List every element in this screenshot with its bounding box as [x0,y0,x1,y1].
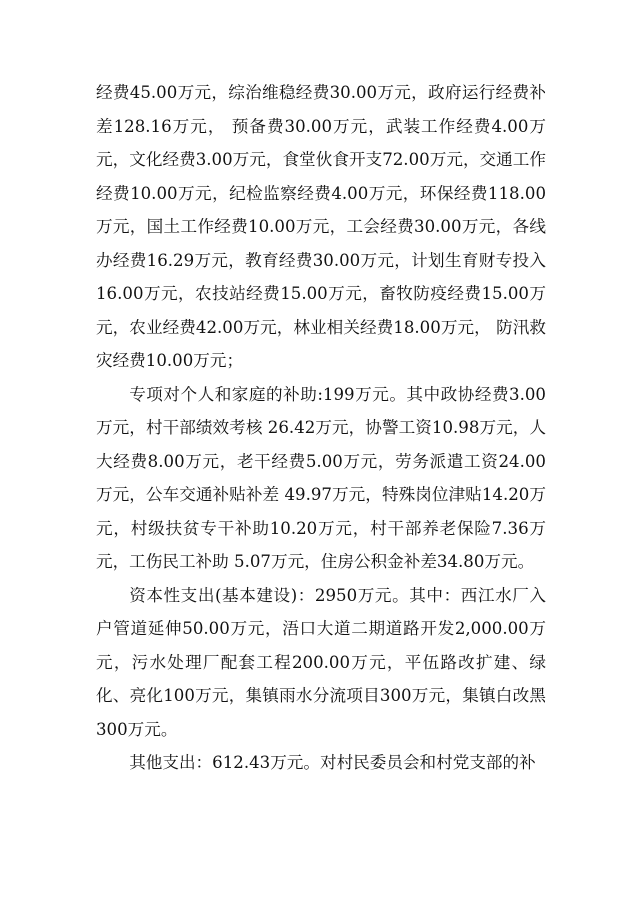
paragraph-public-expenses-continued: 经费45.00万元，综治维稳经费30.00万元，政府运行经费补差128.16万元， 预备费30.00万元，武装工作经费4.00万元，文化经费3.00万元，食堂伙食开支72.00万元，交通工作经费10.00万元，纪检监察经费4.00万元，环保经费118.00万元，国土工作经费10.00万元，工会经费30.00万元，各线办经费16.29万元，教育经费30.00万元，计划生育财专投入16.00万元，农技站经费15.00万元，畜牧防疫经费15.00万元，农业经费42.00万元，林业相关经费18.00万元， 防汛救灾经费10.00万元； [96,83,546,370]
paragraph-other-expenditure: 其他支出：612.43万元。对村民委员会和村党支部的补 [129,753,536,772]
paragraph-individual-subsidies: 专项对个人和家庭的补助:199万元。其中政协经费3.00万元，村干部绩效考核 26.42万元，协警工资10.98万元，人大经费8.00万元，老干经费5.00万元，劳务派遣工资24.00万元，公车交通补贴补差 49.97万元，特殊岗位津贴14.20万元，村级扶贫专干补助10.20万元，村干部养老保险7.36万元，工伤民工补助 5.07万元，住房公积金补差34.80万元。 [96,384,546,571]
paragraph-capital-expenditure: 资本性支出(基本建设)：2950万元。其中：西江水厂入户管道延伸50.00万元，浯口大道二期道路开发2,000.00万元，污水处理厂配套工程200.00万元，平伍路改扩建、绿化、亮化100万元，集镇雨水分流项目300万元，集镇白改黑 300万元。 [96,585,546,739]
document-page [96,76,546,780]
